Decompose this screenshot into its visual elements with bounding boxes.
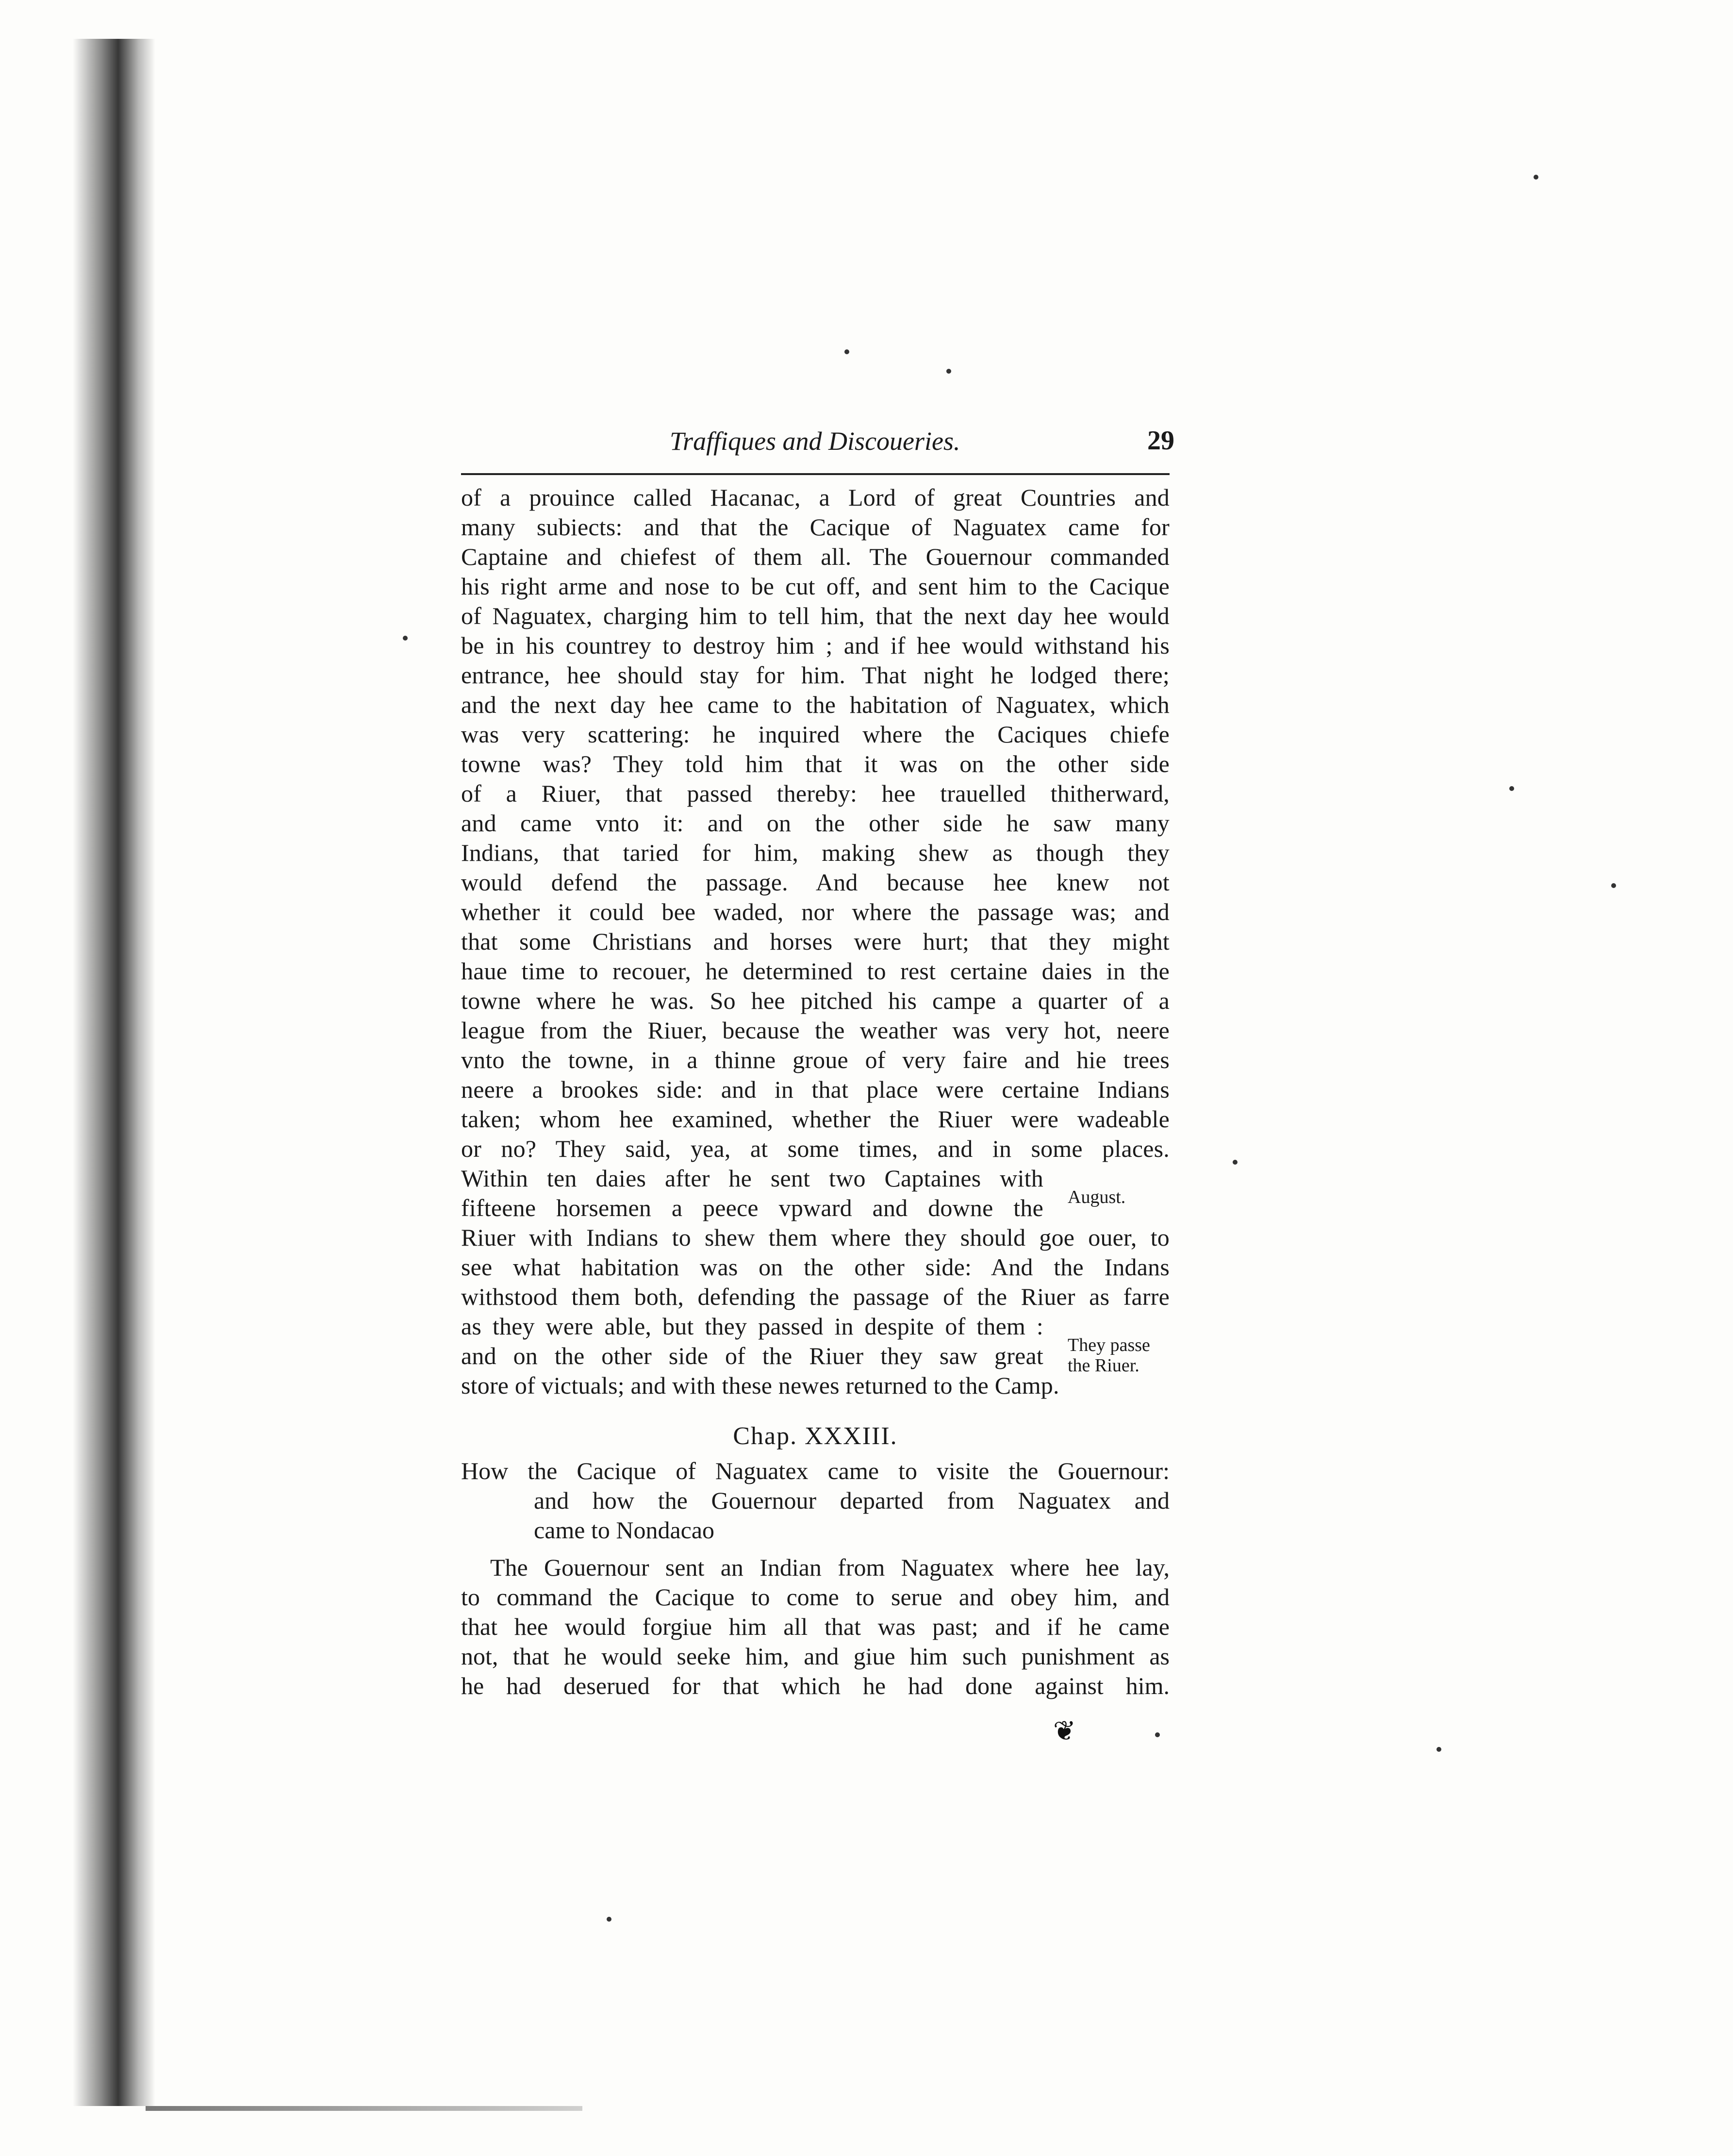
scan-speck: [1534, 175, 1538, 180]
text-line: vnto the towne, in a thinne groue of very faire and hie trees: [461, 1046, 1170, 1073]
header-rule: [461, 473, 1170, 475]
scan-speck: [1611, 883, 1616, 888]
text-line: neere a brookes side: and in that place were certaine Indians: [461, 1076, 1170, 1103]
scan-speck: [844, 349, 849, 354]
page-edge-shadow: [146, 2106, 582, 2111]
text-line: Captaine and chiefest of them all. The Gouernour commanded: [461, 543, 1170, 570]
page-number: 29: [1147, 426, 1174, 456]
running-title: Traffiques and Discoueries.: [670, 427, 960, 456]
text-line: of Naguatex, charging him to tell him, that the next day hee would: [461, 602, 1170, 629]
text-line: as they were able, but they passed in despite of them :: [461, 1313, 1043, 1340]
text-line: league from the Riuer, because the weather was very hot, neere: [461, 1017, 1170, 1044]
scan-speck: [1155, 1732, 1160, 1737]
summary-line: came to Nondacao: [534, 1516, 715, 1544]
chapter-summary: [461, 1456, 1170, 1545]
text-line: and came vnto it: and on the other side he saw many: [461, 809, 1170, 837]
text-line: whether it could bee waded, nor where the passage was; and: [461, 898, 1170, 925]
text-line: not, that he would seeke him, and giue him such punishment as: [461, 1643, 1170, 1670]
running-head: [456, 422, 1174, 466]
text-line: of a Riuer, that passed thereby: hee trauelled thitherward,: [461, 780, 1170, 807]
text-line: entrance, hee should stay for him. That night he lodged there;: [461, 661, 1170, 689]
text-line: store of victuals; and with these newes returned to the Camp.: [461, 1372, 1059, 1399]
text-line: that hee would forgiue him all that was past; and if he came: [461, 1613, 1170, 1640]
text-line: see what habitation was on the other side: And the Indans: [461, 1253, 1170, 1281]
text-line: that some Christians and horses were hurt; that they might: [461, 928, 1170, 955]
text-line: was very scattering: he inquired where the Caciques chiefe: [461, 721, 1170, 748]
summary-line: and how the Gouernour departed from Naguatex and: [534, 1487, 1170, 1514]
margin-note-august: August.: [1068, 1187, 1126, 1207]
text-line: and on the other side of the Riuer they saw great: [461, 1342, 1043, 1369]
text-line: Within ten daies after he sent two Captaines with: [461, 1165, 1043, 1192]
summary-line: How the Cacique of Naguatex came to visite the Gouernour:: [461, 1457, 1170, 1484]
text-line: taken; whom hee examined, whether the Riuer were wadeable: [461, 1105, 1170, 1133]
text-line: or no? They said, yea, at some times, and in some places.: [461, 1135, 1170, 1162]
text-line: towne was? They told him that it was on the other side: [461, 750, 1170, 777]
chapter-body-text: [461, 483, 1170, 1400]
text-line: The Gouernour sent an Indian from Naguatex where hee lay,: [490, 1554, 1170, 1581]
scan-speck: [946, 369, 951, 374]
binding-shadow: [73, 39, 155, 2106]
text-line: be in his countrey to destroy him ; and if hee would withstand his: [461, 632, 1170, 659]
scan-speck: [403, 636, 408, 641]
margin-note-river-line2: the Riuer.: [1068, 1355, 1139, 1376]
text-line: many subiects: and that the Cacique of Naguatex came for: [461, 513, 1170, 541]
scan-speck: [607, 1917, 611, 1922]
text-line: his right arme and nose to be cut off, and sent him to the Cacique: [461, 573, 1170, 600]
text-line: to command the Cacique to come to serue and obey him, and: [461, 1583, 1170, 1611]
text-line: would defend the passage. And because hee knew not: [461, 869, 1170, 896]
text-line: haue time to recouer, he determined to rest certaine daies in the: [461, 957, 1170, 985]
text-line: Riuer with Indians to shew them where they should goe ouer, to: [461, 1224, 1170, 1251]
scan-speck: [1233, 1160, 1238, 1165]
text-line: and the next day hee came to the habitation of Naguatex, which: [461, 691, 1170, 718]
text-line: of a prouince called Hacanac, a Lord of great Countries and: [461, 484, 1170, 511]
chapter-heading: Chap. XXXIII.: [733, 1422, 898, 1450]
scan-speck: [1436, 1747, 1441, 1752]
scan-speck: [1509, 786, 1514, 791]
text-line: towne where he was. So hee pitched his campe a quarter of a: [461, 987, 1170, 1014]
text-line: Indians, that taried for him, making shew as though they: [461, 839, 1170, 866]
chapter-opening-paragraph: [461, 1553, 1170, 1701]
text-line: fifteene horsemen a peece vpward and downe the: [461, 1194, 1043, 1221]
margin-note-river-line1: They passe: [1068, 1335, 1150, 1355]
text-line: he had deserued for that which he had done against him.: [461, 1672, 1170, 1699]
text-line: withstood them both, defending the passage of the Riuer as farre: [461, 1283, 1170, 1310]
catchword-ornament: ❦: [1053, 1716, 1076, 1746]
